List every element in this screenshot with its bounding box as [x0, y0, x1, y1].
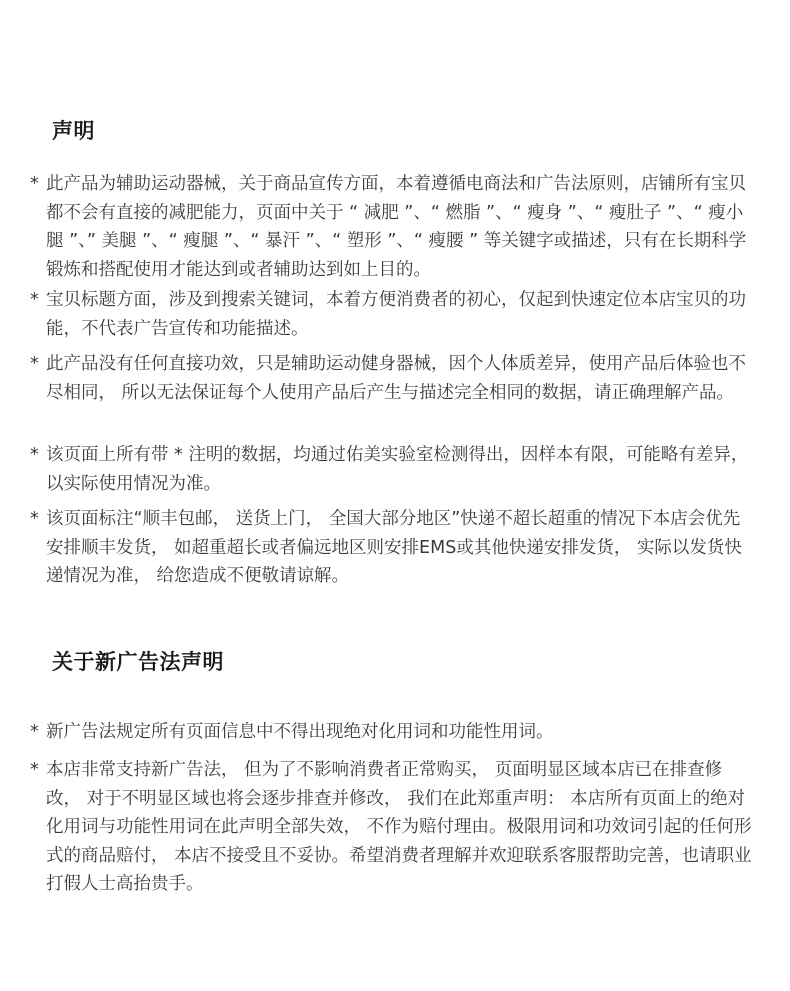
ad-law-item-2	[30, 756, 755, 899]
ad-law-item-1	[30, 718, 755, 747]
ad-law-text-1: 新广告法规定所有页面信息中不得出现绝对化用词和功能性用词。	[46, 722, 554, 742]
statement-item-1	[30, 170, 755, 284]
ad-law-text-2: 本店非常支持新广告法， 但为了不影响消费者正常购买， 页面明显区域本店已在排查修改， 对于不明显区域也将会逐步排查并修改， 我们在此郑重声明： 本店所有页面上的绝对化用词与功能性用词在此声明全部失效， 不作为赔付理由。极限用词和功效词引起的任何形式的商品赔付， 本店不接受且不妥协。希望消费者理解并欢迎联系客服帮助完善，也请职业打假人士高抬贵手。	[46, 760, 752, 894]
statement-text-2: 宝贝标题方面，涉及到搜索关键词，本着方便消费者的初心，仅起到快速定位本店宝贝的功能，不代表广告宣传和功能描述。	[46, 290, 746, 339]
statement-text-4: 该页面上所有带 * 注明的数据，均通过佑美实验室检测得出，因样本有限，可能略有差异，以实际使用情况为准。	[46, 445, 749, 494]
section-title-statement: 声明	[52, 119, 95, 143]
statement-item-3	[30, 350, 755, 407]
bullet-star: *	[30, 509, 39, 529]
bullet-star: *	[30, 760, 39, 780]
statement-text-1: 此产品为辅助运动器械，关于商品宣传方面，本着遵循电商法和广告法原则，店铺所有宝贝都不会有直接的减肥能力，页面中关于 “ 减肥 ”、“ 燃脂 ”、“ 瘦身 ”、“ 瘦肚子 ”、“ 瘦小腿 ”、” 美腿 ”、“ 瘦腿 ”、“ 暴汗 ”、“ 塑形 ”、“ 瘦腰 ” 等关键字或描述，只有在长期科学锻炼和搭配使用才能达到或者辅助达到如上目的。	[46, 174, 747, 280]
bullet-star: *	[30, 290, 39, 310]
statement-item-4	[30, 441, 755, 498]
statement-text-3: 此产品没有任何直接功效，只是辅助运动健身器械，因个人体质差异，使用产品后体验也不尽相同， 所以无法保证每个人使用产品后产生与描述完全相同的数据，请正确理解产品。	[46, 354, 746, 403]
bullet-star: *	[30, 174, 39, 194]
bullet-star: *	[30, 722, 39, 742]
section-title-ad-law: 关于新广告法声明	[52, 650, 224, 674]
bullet-star: *	[30, 354, 39, 374]
bullet-star: *	[30, 445, 39, 465]
statement-text-5: 该页面标注“顺丰包邮， 送货上门， 全国大部分地区”快递不超长超重的情况下本店会优先安排顺丰发货， 如超重超长或者偏远地区则安排EMS或其他快递安排发货， 实际以发货快递情况为准， 给您造成不便敬请谅解。	[46, 509, 742, 586]
statement-item-5	[30, 505, 755, 591]
statement-item-2	[30, 286, 755, 343]
